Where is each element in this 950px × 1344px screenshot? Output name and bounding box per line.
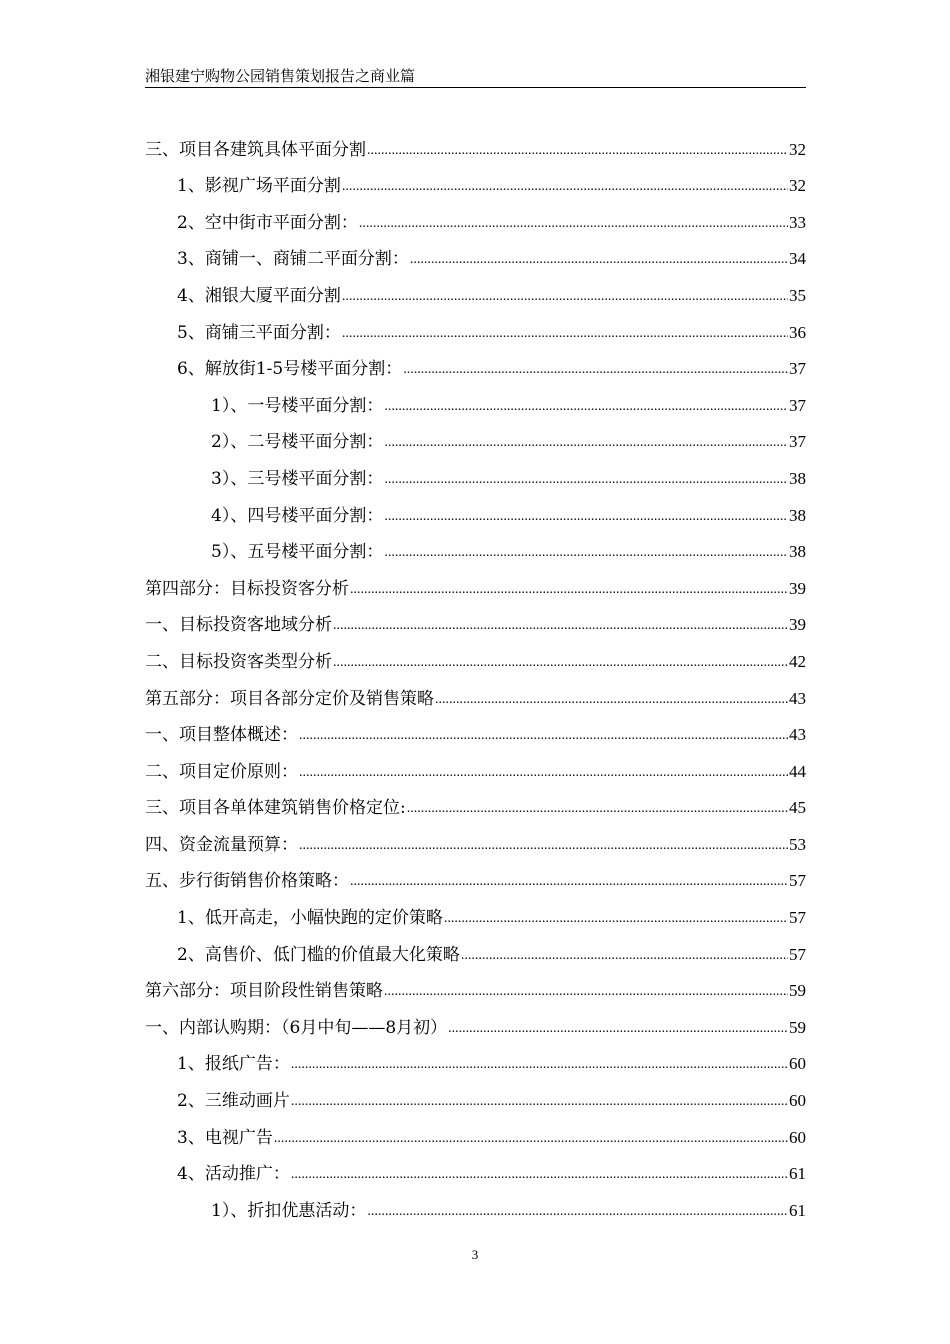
toc-entry-title: 2）、二号楼平面分割：: [211, 432, 384, 453]
toc-entry[interactable]: [145, 344, 806, 381]
toc-entry-page: 60: [789, 1127, 806, 1147]
toc-leader-dots: [403, 360, 788, 380]
toc-entry[interactable]: [145, 636, 806, 673]
toc-leader-dots: [333, 653, 788, 673]
toc-entry[interactable]: [145, 417, 806, 454]
toc-entry-page: 43: [789, 688, 806, 708]
toc-leader-dots: [359, 214, 788, 234]
toc-entry-title: 二、目标投资客类型分析: [145, 651, 332, 672]
toc-leader-dots: [444, 909, 788, 929]
toc-entry-title: 三、项目各建筑具体平面分割: [145, 139, 366, 160]
toc-leader-dots: [384, 507, 788, 527]
toc-leader-dots: [291, 1165, 788, 1185]
toc-entry-page: 57: [789, 944, 806, 964]
table-of-contents: [145, 124, 806, 1222]
toc-leader-dots: [448, 1019, 788, 1039]
toc-leader-dots: [367, 141, 788, 161]
toc-leader-dots: [410, 250, 788, 270]
toc-leader-dots: [384, 470, 788, 490]
toc-entry-page: 37: [789, 432, 806, 452]
toc-entry-title: 二、项目定价原则：: [145, 761, 298, 782]
toc-leader-dots: [342, 287, 788, 307]
toc-entry-title: 第四部分：目标投资客分析: [145, 578, 349, 599]
toc-entry[interactable]: [145, 673, 806, 710]
toc-entry-page: 38: [789, 468, 806, 488]
toc-entry[interactable]: [145, 124, 806, 161]
toc-entry-title: 4、活动推广：: [177, 1164, 290, 1185]
toc-leader-dots: [384, 543, 788, 563]
toc-leader-dots: [299, 726, 788, 746]
toc-entry-page: 34: [789, 249, 806, 269]
toc-entry-title: 3）、三号楼平面分割：: [211, 468, 384, 489]
toc-entry-page: 37: [789, 359, 806, 379]
toc-entry-page: 38: [789, 505, 806, 525]
toc-entry[interactable]: [145, 197, 806, 234]
toc-entry-title: 一、项目整体概述：: [145, 725, 298, 746]
toc-entry[interactable]: [145, 380, 806, 417]
toc-entry-title: 2、三维动画片: [177, 1091, 290, 1112]
toc-leader-dots: [367, 1202, 788, 1222]
toc-entry-title: 3、电视广告: [177, 1127, 273, 1148]
toc-entry-title: 1、影视广场平面分割: [177, 176, 341, 197]
toc-entry-title: 第五部分：项目各部分定价及销售策略: [145, 688, 434, 709]
toc-entry-page: 32: [789, 176, 806, 196]
toc-entry-title: 一、目标投资客地域分析: [145, 615, 332, 636]
toc-entry[interactable]: [145, 746, 806, 783]
toc-entry[interactable]: [145, 892, 806, 929]
toc-entry-page: 35: [789, 285, 806, 305]
toc-entry[interactable]: [145, 1112, 806, 1149]
toc-entry-page: 57: [789, 871, 806, 891]
toc-entry[interactable]: [145, 1075, 806, 1112]
toc-leader-dots: [299, 836, 788, 856]
toc-entry-title: 5、商铺三平面分割：: [177, 322, 341, 343]
toc-entry[interactable]: [145, 783, 806, 820]
toc-entry-page: 33: [789, 212, 806, 232]
toc-entry[interactable]: [145, 856, 806, 893]
running-header: 湘银建宁购物公园销售策划报告之商业篇: [145, 66, 806, 88]
toc-leader-dots: [291, 1092, 788, 1112]
toc-entry-title: 4）、四号楼平面分割：: [211, 505, 384, 526]
toc-entry-title: 一、内部认购期：（6月中旬——8月初）: [145, 1017, 448, 1038]
toc-leader-dots: [299, 763, 788, 783]
toc-entry[interactable]: [145, 929, 806, 966]
page-number: 3: [471, 1247, 479, 1262]
toc-entry-title: 2、高售价、低门槛的价值最大化策略: [177, 944, 460, 965]
toc-entry-page: 57: [789, 908, 806, 928]
toc-entry-title: 1、低开高走，小幅快跑的定价策略: [177, 908, 443, 929]
toc-entry-page: 39: [789, 578, 806, 598]
toc-entry[interactable]: [145, 710, 806, 747]
toc-leader-dots: [350, 872, 788, 892]
toc-entry-page: 43: [789, 725, 806, 745]
toc-leader-dots: [350, 580, 788, 600]
toc-leader-dots: [333, 616, 788, 636]
toc-entry-title: 1）、折扣优惠活动：: [211, 1200, 367, 1221]
toc-entry-page: 53: [789, 834, 806, 854]
toc-entry-page: 38: [789, 542, 806, 562]
toc-entry-page: 36: [789, 322, 806, 342]
toc-entry-page: 61: [789, 1200, 806, 1220]
toc-entry-title: 1、报纸广告：: [177, 1054, 290, 1075]
toc-entry[interactable]: [145, 270, 806, 307]
toc-leader-dots: [384, 397, 788, 417]
toc-leader-dots: [407, 799, 788, 819]
toc-entry-page: 45: [789, 798, 806, 818]
toc-entry-title: 4、湘银大厦平面分割: [177, 285, 341, 306]
toc-entry-title: 5）、五号楼平面分割：: [211, 542, 384, 563]
toc-entry-page: 60: [789, 1091, 806, 1111]
toc-entry[interactable]: [145, 1149, 806, 1186]
toc-entry[interactable]: [145, 1002, 806, 1039]
toc-entry-title: 2、空中街市平面分割：: [177, 212, 358, 233]
toc-entry[interactable]: [145, 966, 806, 1003]
toc-entry[interactable]: [145, 563, 806, 600]
toc-entry-page: 61: [789, 1164, 806, 1184]
toc-leader-dots: [461, 946, 788, 966]
toc-entry-title: 三、项目各单体建筑销售价格定位:: [145, 798, 406, 819]
toc-entry[interactable]: [145, 161, 806, 198]
toc-entry[interactable]: [145, 234, 806, 271]
toc-leader-dots: [342, 324, 788, 344]
toc-leader-dots: [274, 1129, 788, 1149]
toc-entry[interactable]: [145, 490, 806, 527]
toc-entry-title: 3、商铺一、商铺二平面分割：: [177, 249, 409, 270]
toc-entry-page: 42: [789, 651, 806, 671]
toc-entry-title: 四、资金流量预算：: [145, 834, 298, 855]
toc-leader-dots: [384, 982, 788, 1002]
toc-entry-title: 第六部分：项目阶段性销售策略: [145, 981, 383, 1002]
toc-entry[interactable]: [145, 453, 806, 490]
toc-entry-page: 60: [789, 1054, 806, 1074]
toc-entry-page: 44: [789, 761, 806, 781]
toc-entry-page: 37: [789, 395, 806, 415]
toc-entry[interactable]: [145, 600, 806, 637]
toc-entry-title: 五、步行街销售价格策略：: [145, 871, 349, 892]
toc-entry[interactable]: [145, 307, 806, 344]
toc-leader-dots: [291, 1055, 788, 1075]
toc-entry-page: 59: [789, 1017, 806, 1037]
toc-leader-dots: [435, 690, 788, 710]
toc-entry-title: 1）、一号楼平面分割：: [211, 395, 384, 416]
toc-entry[interactable]: [145, 1185, 806, 1222]
toc-entry-page: 59: [789, 981, 806, 1001]
toc-entry[interactable]: [145, 1039, 806, 1076]
toc-leader-dots: [384, 433, 788, 453]
toc-entry-page: 32: [789, 139, 806, 159]
toc-entry[interactable]: [145, 819, 806, 856]
toc-entry-title: 6、解放街1-5号楼平面分割：: [177, 359, 403, 380]
toc-leader-dots: [342, 177, 788, 197]
toc-entry-page: 39: [789, 615, 806, 635]
toc-entry[interactable]: [145, 527, 806, 564]
